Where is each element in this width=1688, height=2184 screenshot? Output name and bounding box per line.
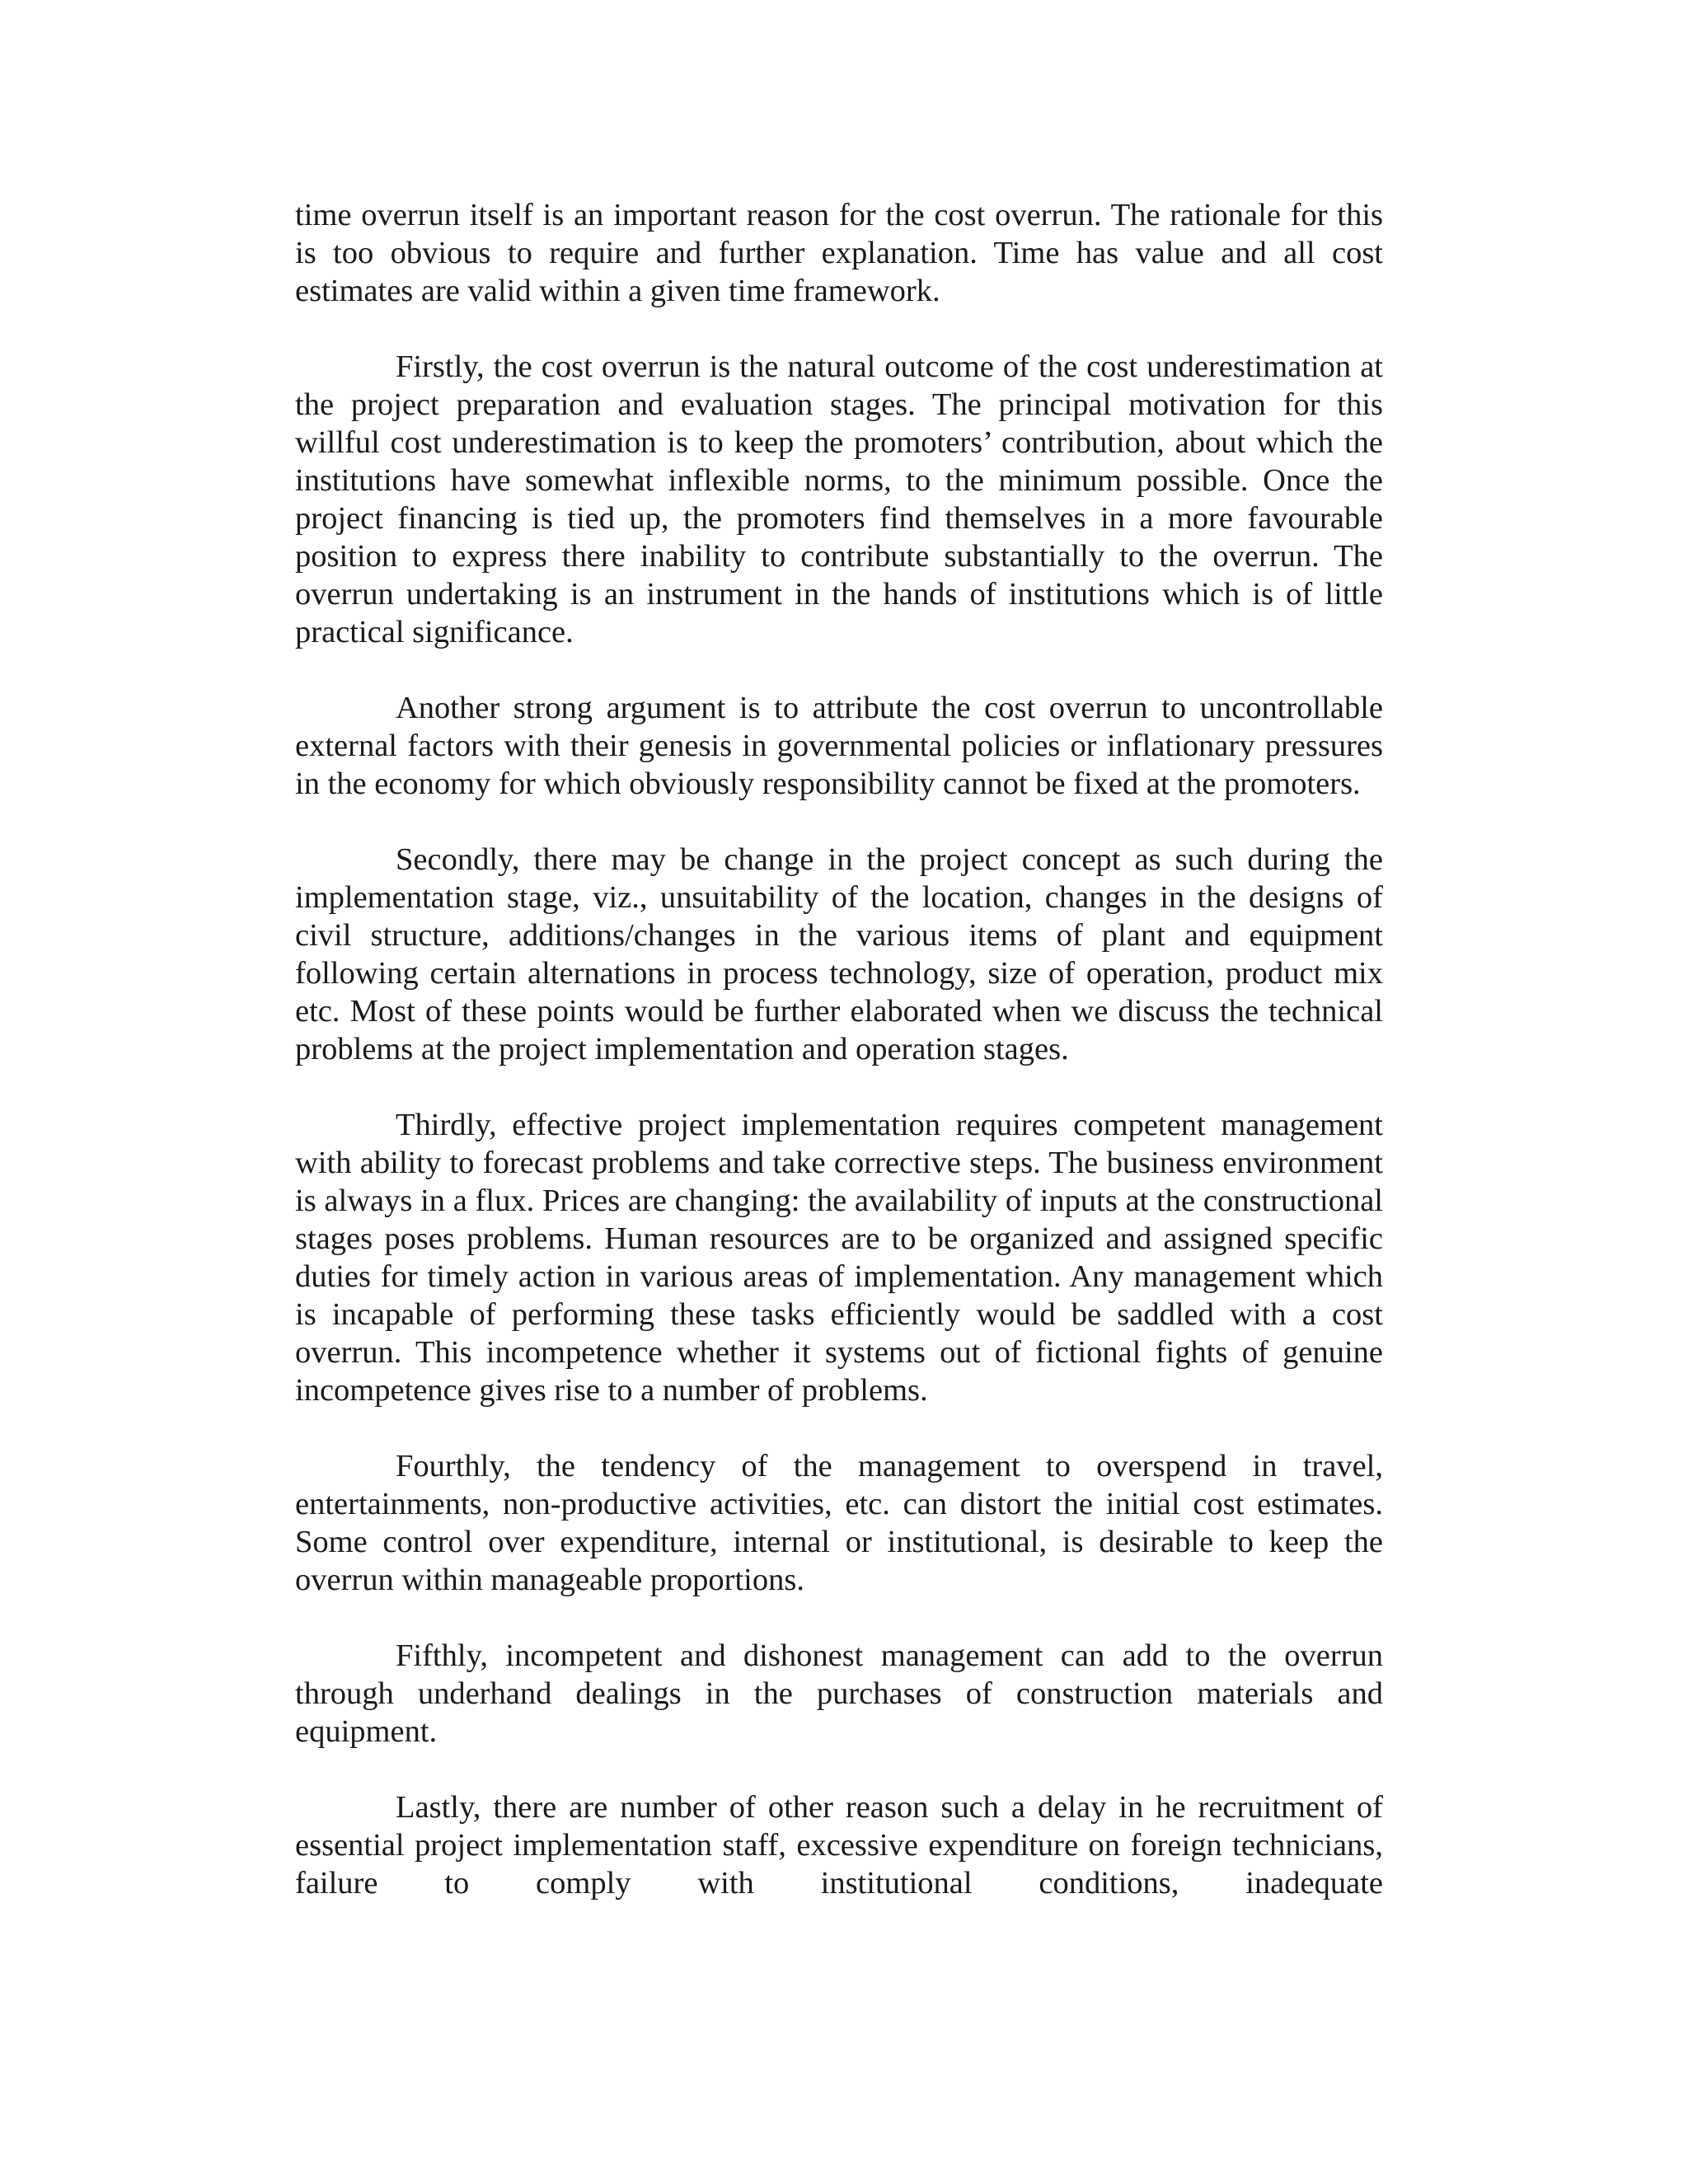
- paragraph-lastly: Lastly, there are number of other reason such a delay in he recruitment of essential project implementation staff, excessive expenditure on foreign technicians, failure to comply with institutional conditions, inadequate: [295, 1790, 1383, 1900]
- paragraph-another-argument: Another strong argument is to attribute the cost overrun to uncontrollable external factors with their genesis in governmental policies or inflationary pressures in the economy for which obviously responsibility cannot be fixed at the promoters.: [295, 691, 1383, 801]
- body-text: [295, 196, 1383, 1902]
- paragraph-secondly: Secondly, there may be change in the project concept as such during the implementation stage, viz., unsuitability of the location, changes in the designs of civil structure, additions/changes in the various items of plant and equipment following certain alternations in process technology, size of operation, product mix etc. Most of these points would be further elaborated when we discuss the technical problems at the project implementation and operation stages.: [295, 842, 1383, 1066]
- paragraph-firstly: Firstly, the cost overrun is the natural outcome of the cost underestimation at the project preparation and evaluation stages. The principal motivation for this willful cost underestimation is to keep the promoters’ contribution, about which the institutions have somewhat inflexible norms, to the minimum possible. Once the project financing is tied up, the promoters find themselves in a more favourable position to express there inability to contribute substantially to the overrun. The overrun undertaking is an instrument in the hands of institutions which is of little practical significance.: [295, 349, 1383, 649]
- paragraph-fourthly: Fourthly, the tendency of the management to overspend in travel, entertainments, non-productive activities, etc. can distort the initial cost estimates. Some control over expenditure, internal or institutional, is desirable to keep the overrun within manageable proportions.: [295, 1449, 1383, 1597]
- paragraph-thirdly: Thirdly, effective project implementation requires competent management with ability to forecast problems and take corrective steps. The business environment is always in a flux. Prices are changing: the availability of inputs at the constructional stages poses problems. Human resources are to be organized and assigned specific duties for timely action in various areas of implementation. Any management which is incapable of performing these tasks efficiently would be saddled with a cost overrun. This incompetence whether it systems out of fictional fights of genuine incompetence gives rise to a number of problems.: [295, 1108, 1383, 1408]
- paragraph-continuation: time overrun itself is an important reason for the cost overrun. The rationale for this is too obvious to require and further explanation. Time has value and all cost estimates are valid within a given time framework.: [295, 198, 1383, 308]
- paragraph-fifthly: Fifthly, incompetent and dishonest management can add to the overrun through underhand dealings in the purchases of construction materials and equipment.: [295, 1638, 1383, 1749]
